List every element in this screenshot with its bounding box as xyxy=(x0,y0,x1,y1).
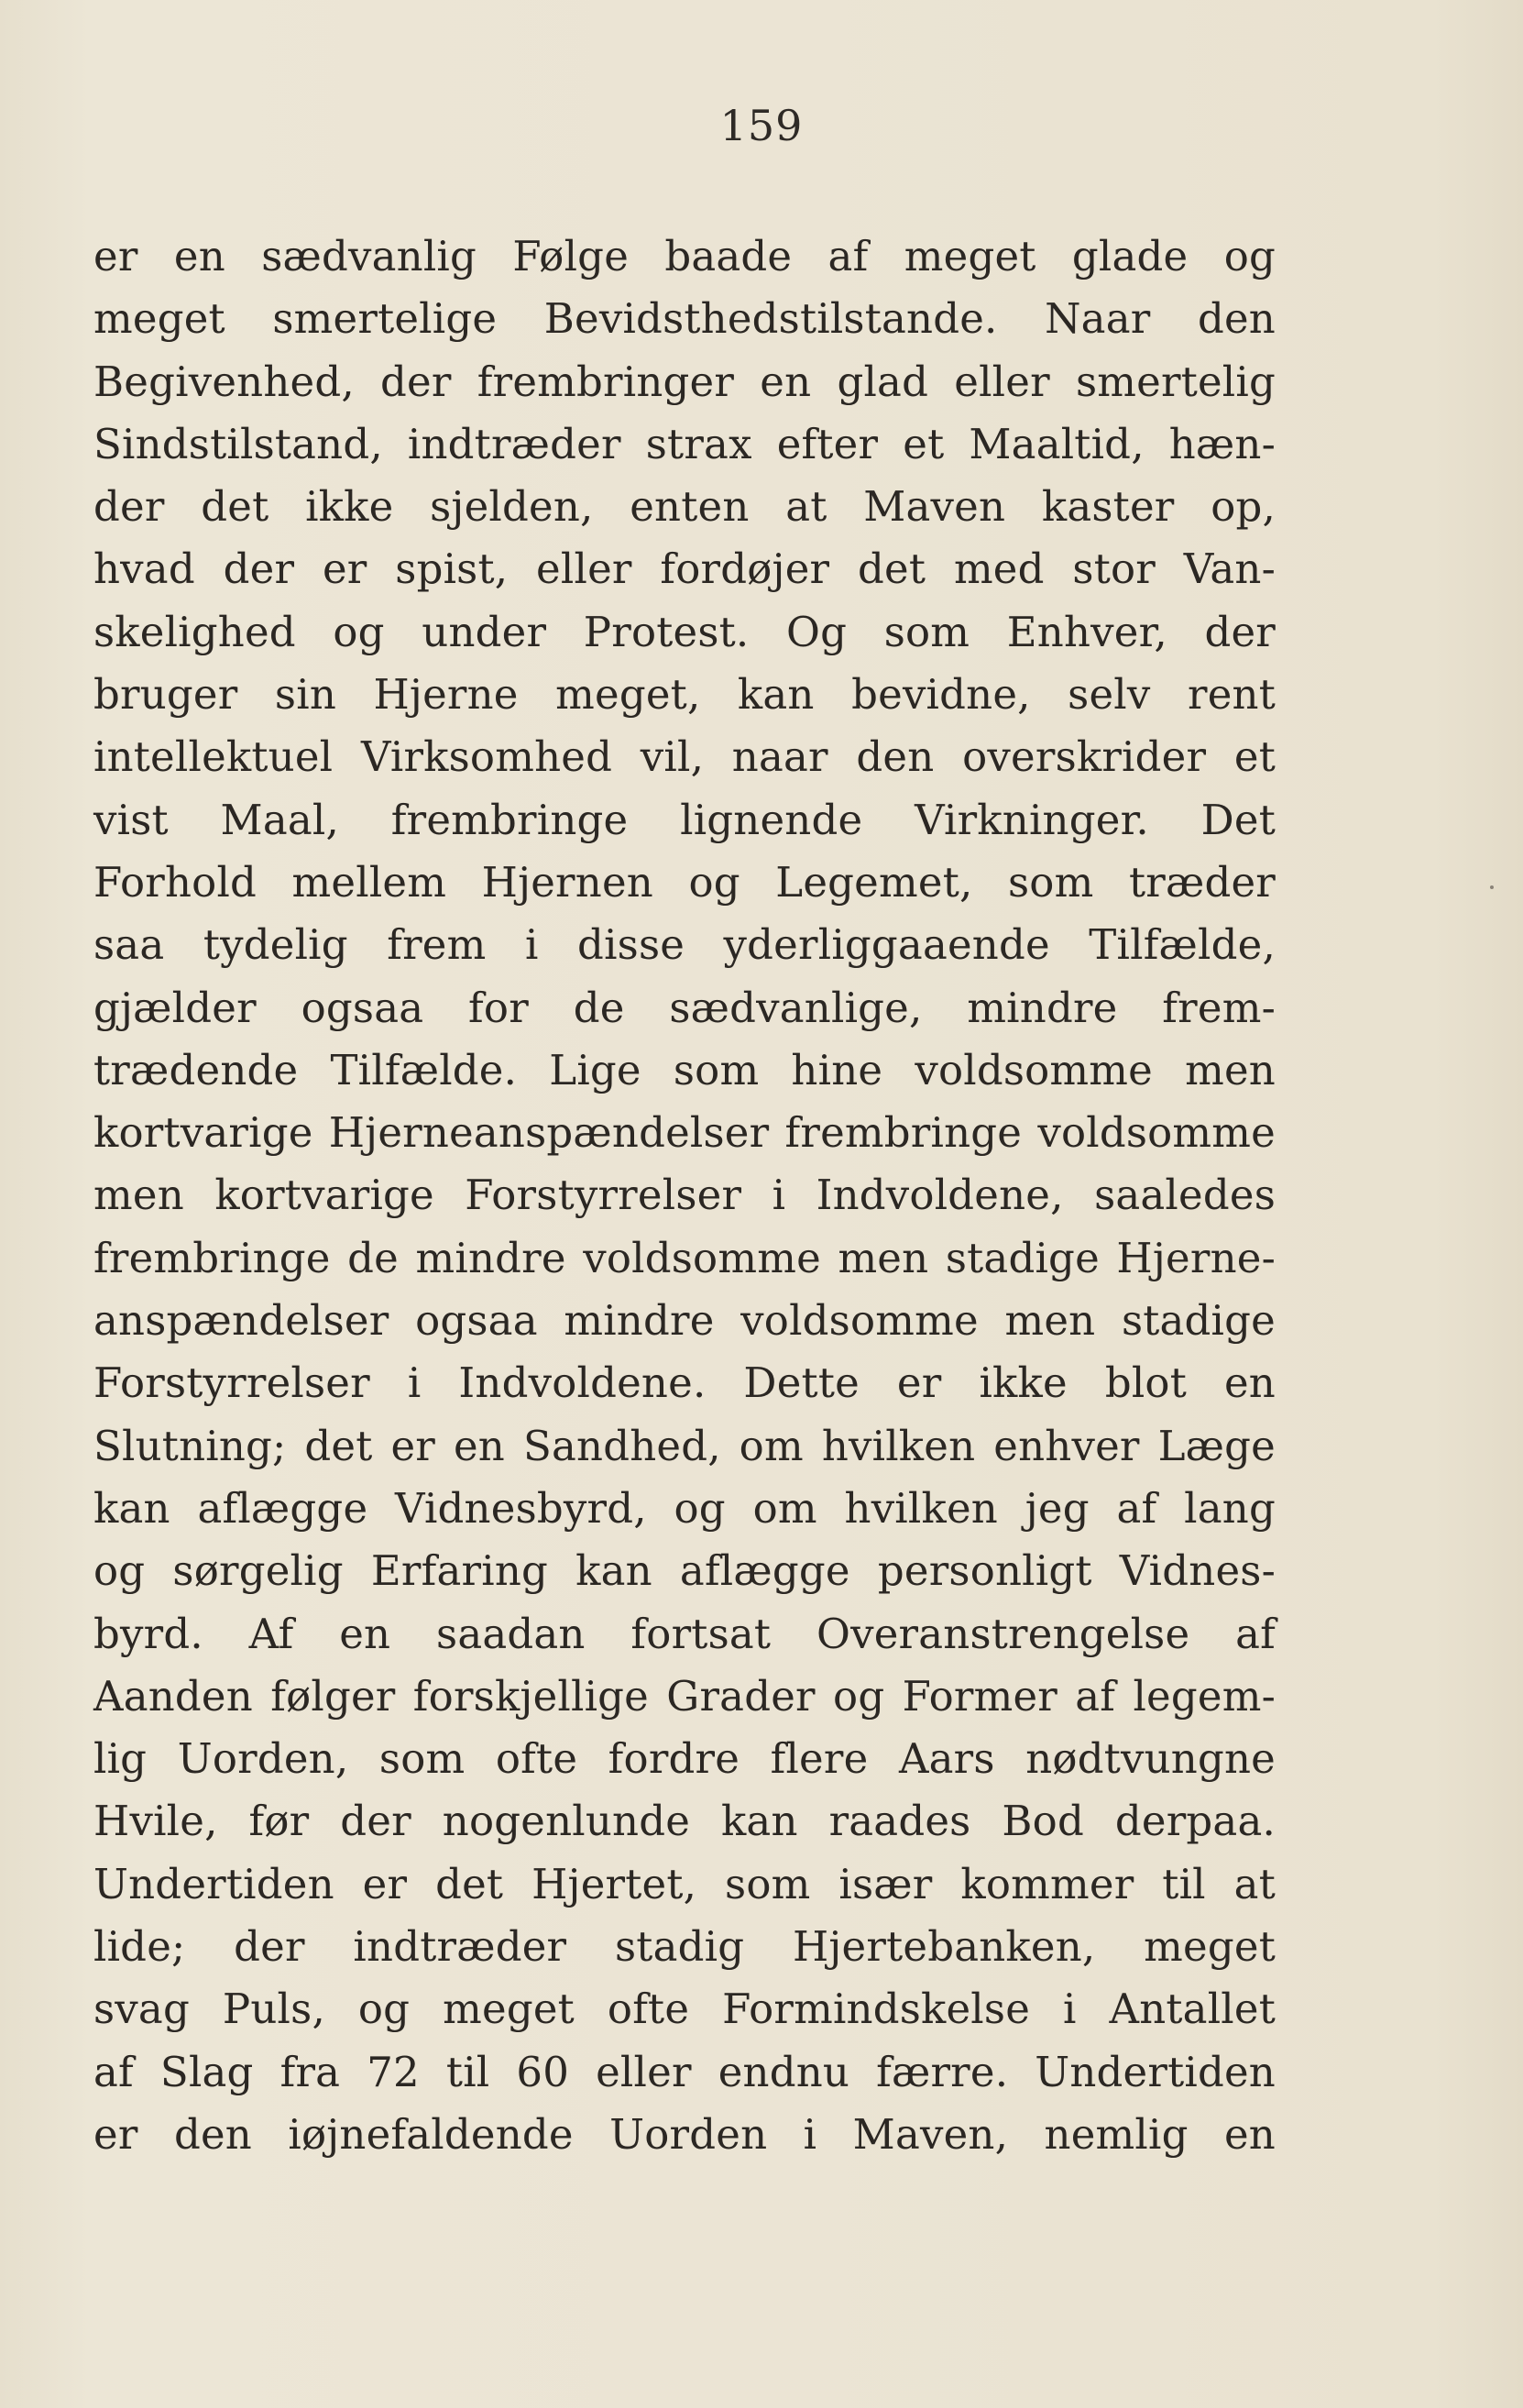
text-line: hvad der er spist, eller fordøjer det med stor Van- xyxy=(93,544,1276,594)
text-line: intellektuel Virksomhed vil, naar den overskrider et xyxy=(93,732,1276,782)
text-line: Begivenhed, der frembringer en glad eller smertelig xyxy=(93,357,1276,406)
text-line: Aanden følger forskjellige Grader og Former af legem- xyxy=(93,1671,1276,1721)
text-line: men kortvarige Forstyrrelser i Indvoldene, saaledes xyxy=(93,1171,1276,1220)
text-line: Forhold mellem Hjernen og Legemet, som træder xyxy=(93,857,1276,907)
text-line: kortvarige Hjerneanspændelser frembringe voldsomme xyxy=(93,1108,1276,1158)
text-line: af Slag fra 72 til 60 eller endnu færre. Undertiden xyxy=(93,2047,1276,2096)
text-line: kan aflægge Vidnesbyrd, og om hvilken jeg af lang xyxy=(93,1483,1276,1533)
text-line: frembringe de mindre voldsomme men stadige Hjerne- xyxy=(93,1233,1276,1282)
text-line: byrd. Af en saadan fortsat Overanstrengelse af xyxy=(93,1609,1276,1658)
page-number: 159 xyxy=(719,101,804,150)
text-line: er en sædvanlig Følge baade af meget glade og xyxy=(93,232,1276,280)
body-text xyxy=(93,225,1276,2166)
text-line: er den iøjnefaldende Uorden i Maven, nemlig en xyxy=(93,2109,1276,2159)
text-line: gjælder ogsaa for de sædvanlige, mindre frem- xyxy=(93,983,1276,1032)
text-line: saa tydelig frem i disse yderliggaaende Tilfælde, xyxy=(93,920,1276,970)
text-line: Hvile, før der nogenlunde kan raades Bod derpaa. xyxy=(93,1797,1276,1846)
text-line: anspændelser ogsaa mindre voldsomme men stadige xyxy=(93,1296,1276,1346)
text-line: bruger sin Hjerne meget, kan bevidne, selv rent xyxy=(93,670,1276,720)
text-line: der det ikke sjelden, enten at Maven kaster op, xyxy=(93,482,1276,532)
text-line: Undertiden er det Hjertet, som især kommer til at xyxy=(93,1859,1276,1908)
text-line: trædende Tilfælde. Lige som hine voldsomme men xyxy=(93,1045,1276,1094)
paper-speck xyxy=(1490,885,1494,889)
text-line: lide; der indtræder stadig Hjertebanken, meget xyxy=(93,1922,1276,1972)
text-line: og sørgelig Erfaring kan aflægge personligt Vidnes- xyxy=(93,1546,1276,1596)
text-line: Sindstilstand, indtræder strax efter et Maaltid, hæn- xyxy=(93,419,1276,468)
text-line: svag Puls, og meget ofte Formindskelse i Antallet xyxy=(93,1985,1276,2034)
text-line: meget smertelige Bevidsthedstilstande. Naar den xyxy=(93,294,1276,344)
text-line: lig Uorden, som ofte fordre flere Aars nødtvungne xyxy=(93,1734,1276,1784)
text-line: vist Maal, frembringe lignende Virkninger. Det xyxy=(93,795,1276,844)
text-line: Forstyrrelser i Indvoldene. Dette er ikke blot en xyxy=(93,1358,1276,1408)
text-line: Slutning; det er en Sandhed, om hvilken enhver Læge xyxy=(93,1421,1276,1470)
text-line: skelighed og under Protest. Og som Enhver, der xyxy=(93,607,1276,656)
